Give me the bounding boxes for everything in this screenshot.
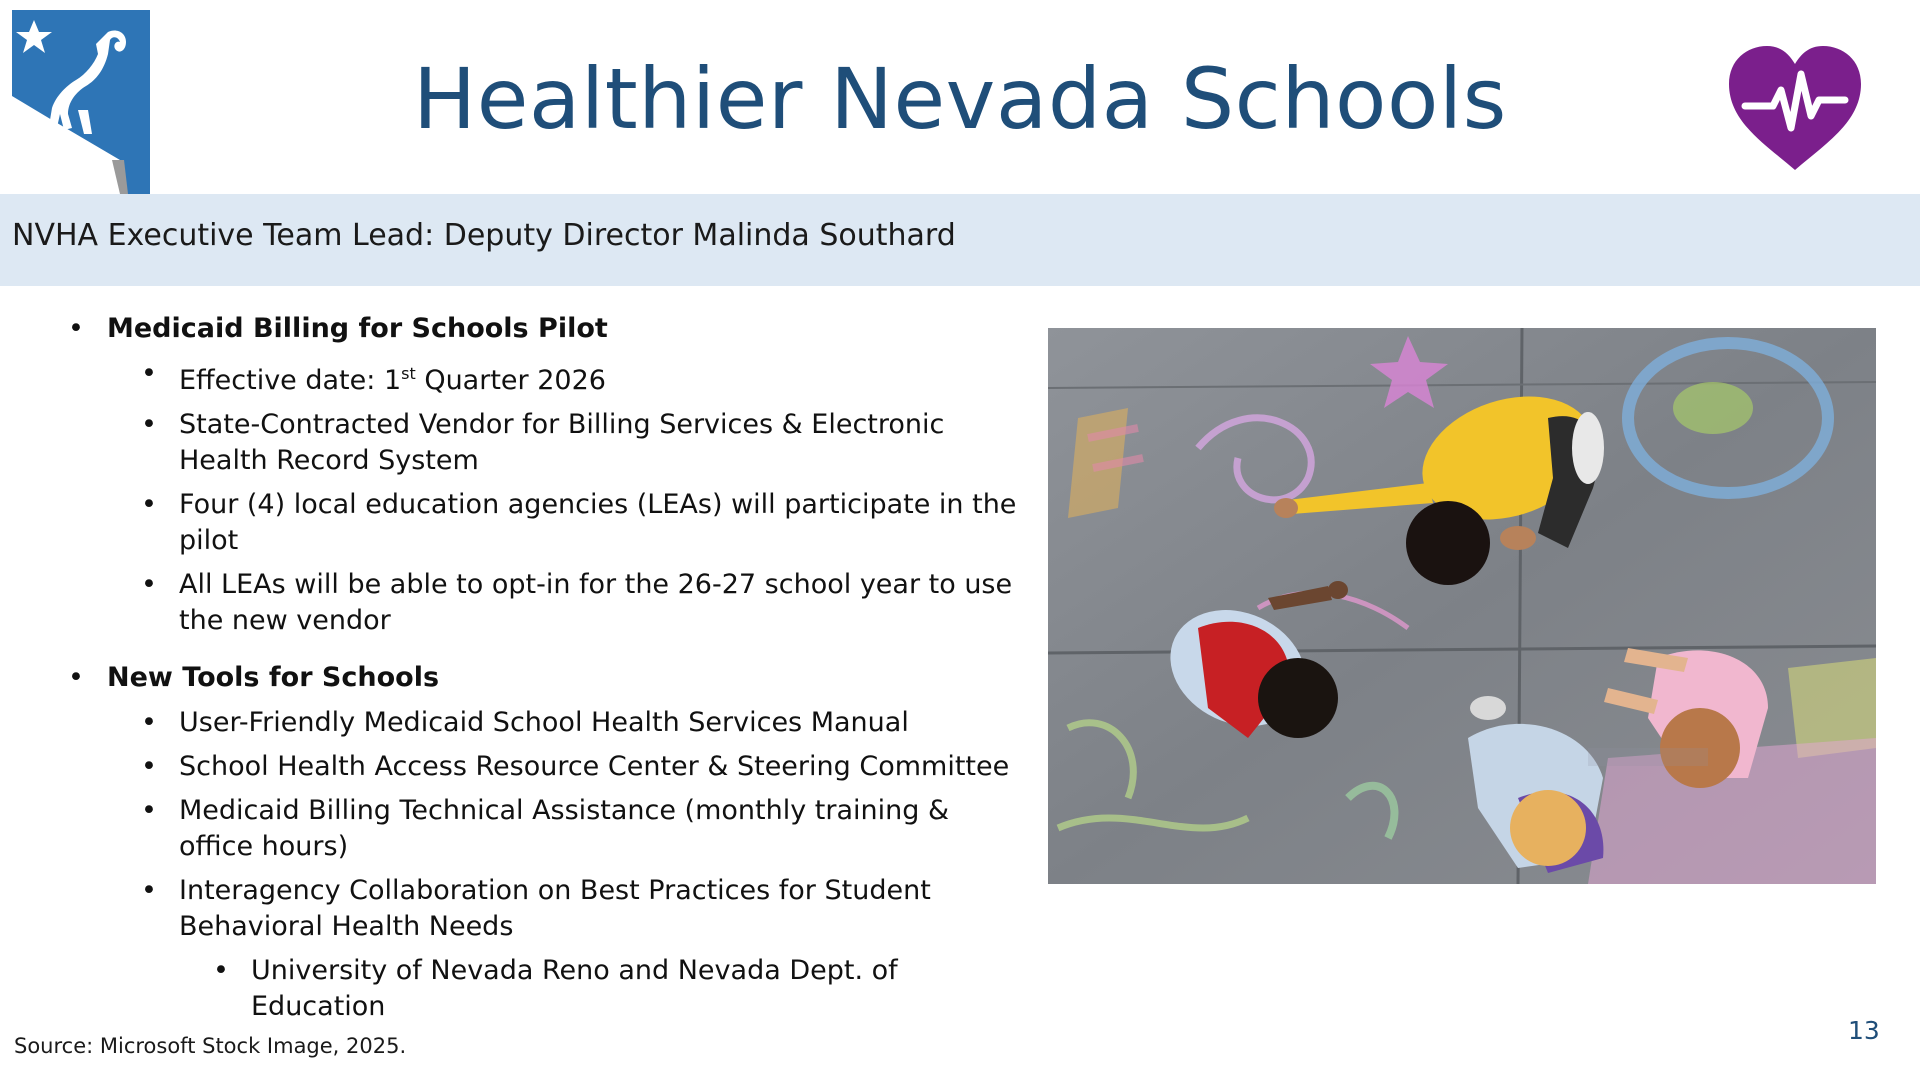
section-heading: • Medicaid Billing for Schools Pilot xyxy=(107,310,1018,348)
effective-date-suffix: Quarter 2026 xyxy=(415,365,606,396)
list-item: • Four (4) local education agencies (LEAs) will participate in the pilot xyxy=(139,487,1018,559)
slide-title: Healthier Nevada Schools xyxy=(413,50,1507,148)
heart-pulse-icon xyxy=(1725,44,1865,174)
image-source-caption: Source: Microsoft Stock Image, 2025. xyxy=(14,1034,407,1058)
section-heading: • New Tools for Schools xyxy=(107,659,1018,697)
section-medicaid-billing xyxy=(68,310,1018,639)
list-item: • University of Nevada Reno and Nevada Dept. of Education xyxy=(211,953,1018,1025)
list-item: • State-Contracted Vendor for Billing Services & Electronic Health Record System xyxy=(139,407,1018,479)
list-item: • All LEAs will be able to opt-in for the 26-27 school year to use the new vendor xyxy=(139,567,1018,639)
children-chalk-drawing-photo xyxy=(1048,328,1876,884)
effective-date-prefix: Effective date: 1 xyxy=(179,365,402,396)
section-new-tools xyxy=(68,659,1018,1025)
list-item xyxy=(139,356,1018,399)
list-item: • Medicaid Billing Technical Assistance (monthly training & office hours) xyxy=(139,793,1018,865)
team-lead-banner xyxy=(0,194,1920,286)
page-number: 13 xyxy=(1848,1016,1880,1045)
bullet-content xyxy=(68,310,1018,1025)
list-item: • Interagency Collaboration on Best Practices for Student Behavioral Health Needs • University of Nevada Reno and Nevada Dept. of Education xyxy=(139,873,1018,1025)
ordinal-suffix: st xyxy=(401,364,416,383)
list-item: • User-Friendly Medicaid School Health Services Manual xyxy=(139,705,1018,741)
list-item: • School Health Access Resource Center & Steering Committee xyxy=(139,749,1018,785)
team-lead-text: NVHA Executive Team Lead: Deputy Director Malinda Southard xyxy=(12,218,956,253)
